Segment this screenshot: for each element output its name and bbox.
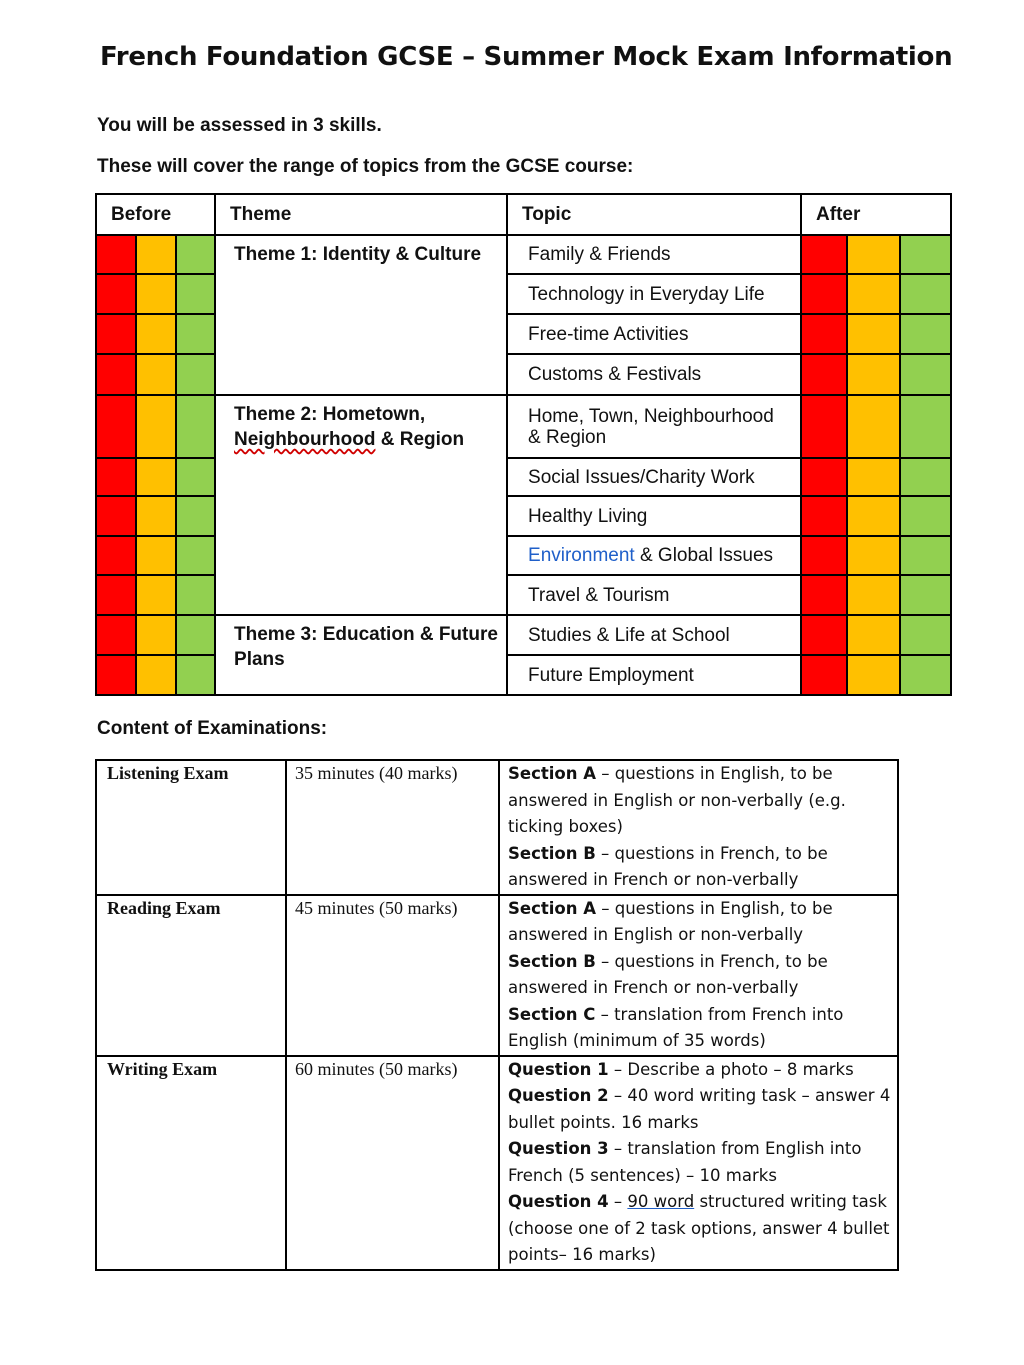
- exam-duration: 35 minutes (40 marks): [286, 760, 499, 895]
- detail-line: Question 4 – 90 word structured writing task (choose one of 2 task options, answer 4 bullet points– 16 marks): [508, 1192, 890, 1264]
- after-red-cell[interactable]: [801, 536, 847, 575]
- before-green-cell[interactable]: [176, 235, 215, 274]
- before-green-cell[interactable]: [176, 458, 215, 496]
- after-amber-cell[interactable]: [847, 235, 900, 274]
- before-amber-cell[interactable]: [136, 314, 176, 354]
- after-red-cell[interactable]: [801, 458, 847, 496]
- detail-line: Question 2 – 40 word writing task – answer 4 bullet points. 16 marks: [508, 1086, 891, 1132]
- before-red-cell[interactable]: [96, 274, 136, 314]
- before-amber-cell[interactable]: [136, 615, 176, 655]
- before-red-cell[interactable]: [96, 395, 136, 458]
- after-red-cell[interactable]: [801, 354, 847, 395]
- exam-name: Reading Exam: [96, 895, 286, 1056]
- before-green-cell[interactable]: [176, 496, 215, 536]
- after-amber-cell[interactable]: [847, 536, 900, 575]
- header-after: After: [801, 194, 951, 235]
- exam-details: [499, 1056, 898, 1270]
- before-green-cell[interactable]: [176, 354, 215, 395]
- before-amber-cell[interactable]: [136, 274, 176, 314]
- after-green-cell[interactable]: [900, 314, 951, 354]
- topic-healthy-living: Healthy Living: [507, 496, 801, 536]
- before-red-cell[interactable]: [96, 615, 136, 655]
- detail-line: Section A – questions in English, to be answered in English or non-verbally (e.g. ticking boxes): [508, 764, 846, 836]
- exam-duration: 60 minutes (50 marks): [286, 1056, 499, 1270]
- topic-family-friends: Family & Friends: [507, 235, 801, 274]
- before-red-cell[interactable]: [96, 536, 136, 575]
- after-green-cell[interactable]: [900, 496, 951, 536]
- detail-line: Question 1 – Describe a photo – 8 marks: [508, 1059, 854, 1079]
- after-amber-cell[interactable]: [847, 575, 900, 615]
- detail-line: Question 3 – translation from English into French (5 sentences) – 10 marks: [508, 1139, 862, 1185]
- after-green-cell[interactable]: [900, 458, 951, 496]
- detail-line: Section A – questions in English, to be answered in English or non-verbally: [508, 898, 833, 944]
- exam-details: [499, 895, 898, 1056]
- theme-2-name: [215, 395, 507, 615]
- after-amber-cell[interactable]: [847, 655, 900, 695]
- content-heading: Content of Examinations:: [97, 718, 328, 739]
- before-amber-cell[interactable]: [136, 655, 176, 695]
- detail-line: Section B – questions in French, to be answered in French or non-verbally: [508, 843, 828, 889]
- before-red-cell[interactable]: [96, 496, 136, 536]
- before-amber-cell[interactable]: [136, 458, 176, 496]
- topic-future-employment: Future Employment: [507, 655, 801, 695]
- before-red-cell[interactable]: [96, 354, 136, 395]
- theme-2-name-part2: & Region: [375, 429, 465, 450]
- header-before: Before: [96, 194, 215, 235]
- theme-2-name-part1: Theme 2: Hometown,: [234, 404, 426, 425]
- after-red-cell[interactable]: [801, 235, 847, 274]
- after-green-cell[interactable]: [900, 615, 951, 655]
- before-amber-cell[interactable]: [136, 354, 176, 395]
- before-green-cell[interactable]: [176, 615, 215, 655]
- exam-row-writing: [96, 1056, 898, 1270]
- before-amber-cell[interactable]: [136, 235, 176, 274]
- after-red-cell[interactable]: [801, 615, 847, 655]
- intro-skills-text: You will be assessed in 3 skills.: [97, 115, 382, 136]
- after-amber-cell[interactable]: [847, 615, 900, 655]
- before-green-cell[interactable]: [176, 536, 215, 575]
- exam-duration: 45 minutes (50 marks): [286, 895, 499, 1056]
- before-green-cell[interactable]: [176, 314, 215, 354]
- intro-topics-text: These will cover the range of topics from the GCSE course:: [97, 156, 634, 177]
- exam-name: Listening Exam: [96, 760, 286, 895]
- before-green-cell[interactable]: [176, 274, 215, 314]
- header-topic: Topic: [507, 194, 801, 235]
- detail-line: Section C – translation from French into English (minimum of 35 words): [508, 1004, 844, 1050]
- after-red-cell[interactable]: [801, 395, 847, 458]
- page-title: French Foundation GCSE – Summer Mock Exam Information: [100, 42, 953, 72]
- header-theme: Theme: [215, 194, 507, 235]
- after-red-cell[interactable]: [801, 274, 847, 314]
- topic-social-issues: Social Issues/Charity Work: [507, 458, 801, 496]
- before-green-cell[interactable]: [176, 395, 215, 458]
- after-amber-cell[interactable]: [847, 458, 900, 496]
- topic-customs-festivals: Customs & Festivals: [507, 354, 801, 395]
- before-red-cell[interactable]: [96, 458, 136, 496]
- before-red-cell[interactable]: [96, 575, 136, 615]
- after-green-cell[interactable]: [900, 354, 951, 395]
- topic-home-town: Home, Town, Neighbourhood & Region: [507, 395, 801, 458]
- before-red-cell[interactable]: [96, 655, 136, 695]
- exam-details: [499, 760, 898, 895]
- environment-rest: & Global Issues: [634, 545, 774, 566]
- after-red-cell[interactable]: [801, 314, 847, 354]
- before-amber-cell[interactable]: [136, 575, 176, 615]
- after-amber-cell[interactable]: [847, 496, 900, 536]
- topic-studies-school: Studies & Life at School: [507, 615, 801, 655]
- before-red-cell[interactable]: [96, 235, 136, 274]
- topics-rag-table: [95, 193, 952, 696]
- exam-row-listening: [96, 760, 898, 895]
- after-red-cell[interactable]: [801, 655, 847, 695]
- after-amber-cell[interactable]: [847, 395, 900, 458]
- before-green-cell[interactable]: [176, 655, 215, 695]
- before-amber-cell[interactable]: [136, 496, 176, 536]
- after-amber-cell[interactable]: [847, 274, 900, 314]
- after-red-cell[interactable]: [801, 575, 847, 615]
- after-green-cell[interactable]: [900, 274, 951, 314]
- topic-travel-tourism: Travel & Tourism: [507, 575, 801, 615]
- after-red-cell[interactable]: [801, 496, 847, 536]
- theme-3-name: Theme 3: Education & Future Plans: [215, 615, 507, 695]
- exams-table: [95, 759, 899, 1271]
- after-green-cell[interactable]: [900, 536, 951, 575]
- after-green-cell[interactable]: [900, 235, 951, 274]
- exam-name: Writing Exam: [96, 1056, 286, 1270]
- theme-2-name-neighbourhood: Neighbourhood: [234, 429, 376, 450]
- topic-technology: Technology in Everyday Life: [507, 274, 801, 314]
- exam-row-reading: [96, 895, 898, 1056]
- detail-line: Section B – questions in French, to be answered in French or non-verbally: [508, 951, 828, 997]
- before-amber-cell[interactable]: [136, 395, 176, 458]
- ninety-word-underlined: 90 word: [627, 1192, 695, 1211]
- before-amber-cell[interactable]: [136, 536, 176, 575]
- after-green-cell[interactable]: [900, 395, 951, 458]
- topic-environment: [507, 536, 801, 575]
- before-red-cell[interactable]: [96, 314, 136, 354]
- after-green-cell[interactable]: [900, 575, 951, 615]
- before-green-cell[interactable]: [176, 575, 215, 615]
- after-amber-cell[interactable]: [847, 354, 900, 395]
- after-green-cell[interactable]: [900, 655, 951, 695]
- theme-1-name: Theme 1: Identity & Culture: [215, 235, 507, 395]
- environment-link-word[interactable]: Environment: [528, 545, 635, 566]
- after-amber-cell[interactable]: [847, 314, 900, 354]
- topic-free-time: Free-time Activities: [507, 314, 801, 354]
